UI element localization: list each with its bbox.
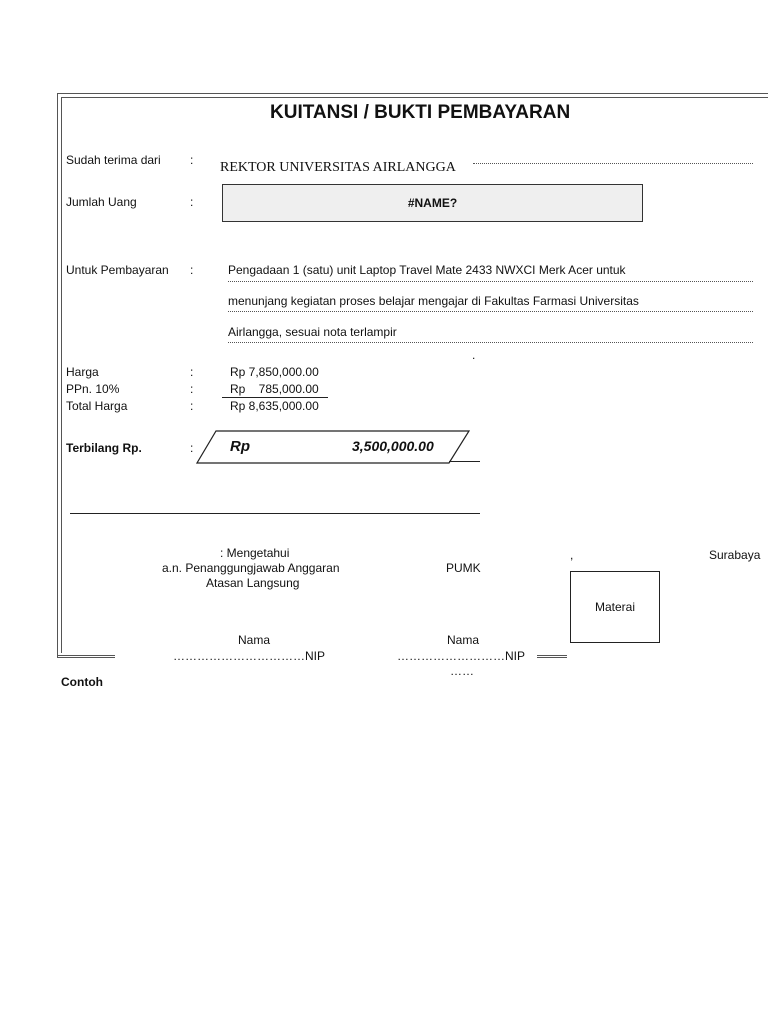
- payment-for-line-1: Pengadaan 1 (satu) unit Laptop Travel Mate 2433 NWXCI Merk Acer untuk: [228, 263, 626, 277]
- separator-line: [70, 513, 480, 514]
- spelled-currency: Rp: [230, 438, 250, 455]
- tax-value: Rp 785,000.00: [230, 382, 319, 396]
- payment-for-colon: :: [190, 263, 194, 277]
- sign-middle-nip: ………………………NIP: [397, 649, 526, 663]
- spelled-colon: :: [190, 441, 194, 455]
- materai-gap: [592, 641, 638, 642]
- amount-colon: :: [190, 195, 194, 209]
- spelled-label: Terbilang Rp.: [66, 441, 142, 455]
- amount-value: #NAME?: [407, 196, 458, 210]
- bottom-double-line-left: [57, 655, 115, 658]
- stray-dot: .: [472, 348, 476, 362]
- tax-label: PPn. 10%: [66, 382, 120, 396]
- sign-extra-dots: ……: [450, 664, 474, 678]
- price-colon: :: [190, 365, 194, 379]
- payment-dotted-line-2: [228, 311, 753, 312]
- tax-colon: :: [190, 382, 194, 396]
- sign-left-line-2: a.n. Penanggungjawab Anggaran: [162, 561, 340, 575]
- footer-label: Contoh: [61, 675, 103, 689]
- sign-city: Surabaya: [709, 548, 761, 562]
- price-label: Harga: [66, 365, 99, 379]
- bottom-double-line-right: [537, 655, 567, 658]
- amount-box: [222, 184, 643, 222]
- sign-middle-title: PUMK: [446, 561, 481, 575]
- received-from-label: Sudah terima dari: [66, 153, 161, 167]
- price-value: Rp 7,850,000.00: [230, 365, 319, 379]
- amount-label: Jumlah Uang: [66, 195, 137, 209]
- spelled-value: 3,500,000.00: [352, 438, 434, 454]
- sign-left-line-1: : Mengetahui: [220, 546, 290, 560]
- payment-for-line-3: Airlangga, sesuai nota terlampir: [228, 325, 397, 339]
- total-label: Total Harga: [66, 399, 128, 413]
- sign-left-line-3: Atasan Langsung: [206, 576, 300, 590]
- sign-middle-name-label: Nama: [447, 633, 480, 647]
- materai-stamp-box: [570, 571, 660, 643]
- sign-left-nip: ……………………………NIP: [173, 649, 326, 663]
- payment-dotted-line-3: [228, 342, 753, 343]
- received-from-value: REKTOR UNIVERSITAS AIRLANGGA: [220, 160, 456, 175]
- total-value: Rp 8,635,000.00: [230, 399, 319, 413]
- sign-comma: ,: [570, 548, 574, 562]
- received-from-dotted-line: [473, 163, 753, 164]
- payment-for-line-2: menunjang kegiatan proses belajar mengajar di Fakultas Farmasi Universitas: [228, 294, 639, 308]
- received-from-colon: :: [190, 153, 194, 167]
- payment-dotted-line-1: [228, 281, 753, 282]
- payment-for-label: Untuk Pembayaran: [66, 263, 169, 277]
- spelled-tail-line: [449, 461, 480, 462]
- sign-left-name-label: Nama: [238, 633, 271, 647]
- total-colon: :: [190, 399, 194, 413]
- materai-label: Materai: [594, 600, 635, 614]
- subtotal-underline: [222, 397, 328, 398]
- receipt-title: KUITANSI / BUKTI PEMBAYARAN: [270, 102, 571, 123]
